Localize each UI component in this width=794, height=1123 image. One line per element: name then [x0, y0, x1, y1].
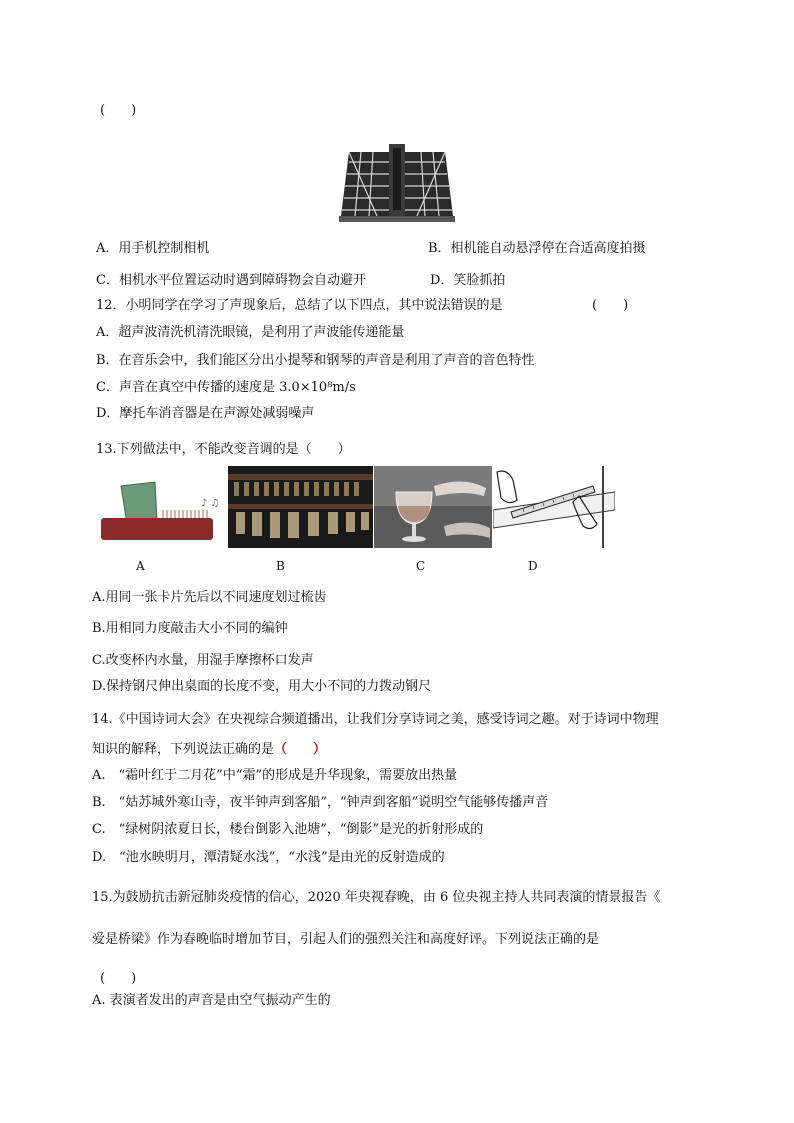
q14-stem-text: 知识的解释，下列说法正确的是: [92, 742, 275, 757]
q14-answer-paren: （ ）: [274, 742, 327, 757]
q14-stem-line-2: [92, 742, 326, 758]
drone-camera-image: [337, 140, 457, 226]
q15-option-a: A. 表演者发出的声音是由空气振动产生的: [92, 993, 331, 1008]
q13-image-label-c: C: [416, 559, 426, 573]
q14-stem-line-1: 14.《中国诗词大会》在央视综合频道播出，让我们分享诗词之美，感受诗词之趣。对于诗词中物理: [92, 712, 659, 727]
q12-answer-paren: ( ): [592, 298, 629, 313]
q11-option-b: B．相机能自动悬浮停在合适高度拍摄: [428, 241, 646, 256]
q13-image-label-a: A: [136, 559, 145, 573]
q12-option-b: B．在音乐会中，我们能区分出小提琴和钢琴的声音是利用了声音的音色特性: [96, 353, 535, 368]
q13-stem: 13.下列做法中，不能改变音调的是（ ）: [96, 442, 351, 457]
wine-glass-image: [374, 466, 492, 548]
q13-option-a: A.用同一张卡片先后以不同速度划过梳齿: [92, 590, 327, 605]
q12-option-d: D．摩托车消音器是在声源处减弱噪声: [96, 406, 315, 421]
q12-option-c: C．声音在真空中传播的速度是 3.0×10⁸m/s: [96, 380, 356, 395]
q13-option-c: C.改变杯内水量，用湿手摩擦杯口发声: [92, 653, 314, 668]
comb-card-image: [97, 466, 227, 548]
bianzhong-bells-image: [228, 466, 373, 548]
q15-answer-paren: ( ): [100, 971, 137, 986]
q11-option-d: D．笑脸抓拍: [430, 273, 506, 288]
q15-stem-line-1: 15.为鼓励抗击新冠肺炎疫情的信心，2020 年央视春晚，由 6 位央视主持人共同表演的情景报告《: [92, 890, 661, 905]
q11-option-c: C．相机水平位置运动时遇到障碍物会自动避开: [96, 273, 366, 288]
q11-option-a: A．用手机控制相机: [96, 241, 210, 256]
q14-option-a: A. “霜叶红于二月花”中“霜”的形成是升华现象，需要放出热量: [92, 768, 458, 783]
steel-ruler-image: [493, 466, 615, 548]
q13-option-d: D.保持钢尺伸出桌面的长度不变，用大小不同的力拨动钢尺: [92, 679, 432, 694]
q14-option-c: C. “绿树阴浓夏日长，楼台倒影入池塘”，“倒影”是光的折射形成的: [92, 822, 484, 837]
q11-answer-paren: ( ): [100, 103, 137, 118]
q12-option-a: A．超声波清洗机清洗眼镜，是利用了声波能传递能量: [96, 325, 405, 340]
q14-option-d: D. “池水映明月，潭清疑水浅”，“水浅”是由光的反射造成的: [92, 850, 445, 865]
q15-stem-line-2: 爱是桥梁》作为春晚临时增加节目，引起人们的强烈关注和高度好评。下列说法正确的是: [92, 932, 600, 947]
q13-option-b: B.用相同力度敲击大小不同的编钟: [92, 621, 288, 636]
q14-option-b: B. “姑苏城外寒山寺，夜半钟声到客船”，“钟声到客船”说明空气能够传播声音: [92, 795, 549, 810]
q13-image-label-b: B: [276, 559, 285, 573]
q12-stem: 12．小明同学在学习了声现象后，总结了以下四点，其中说法错误的是: [96, 298, 503, 313]
svg-text:♪ ♫: ♪ ♫: [201, 498, 220, 509]
q13-image-label-d: D: [528, 559, 538, 573]
